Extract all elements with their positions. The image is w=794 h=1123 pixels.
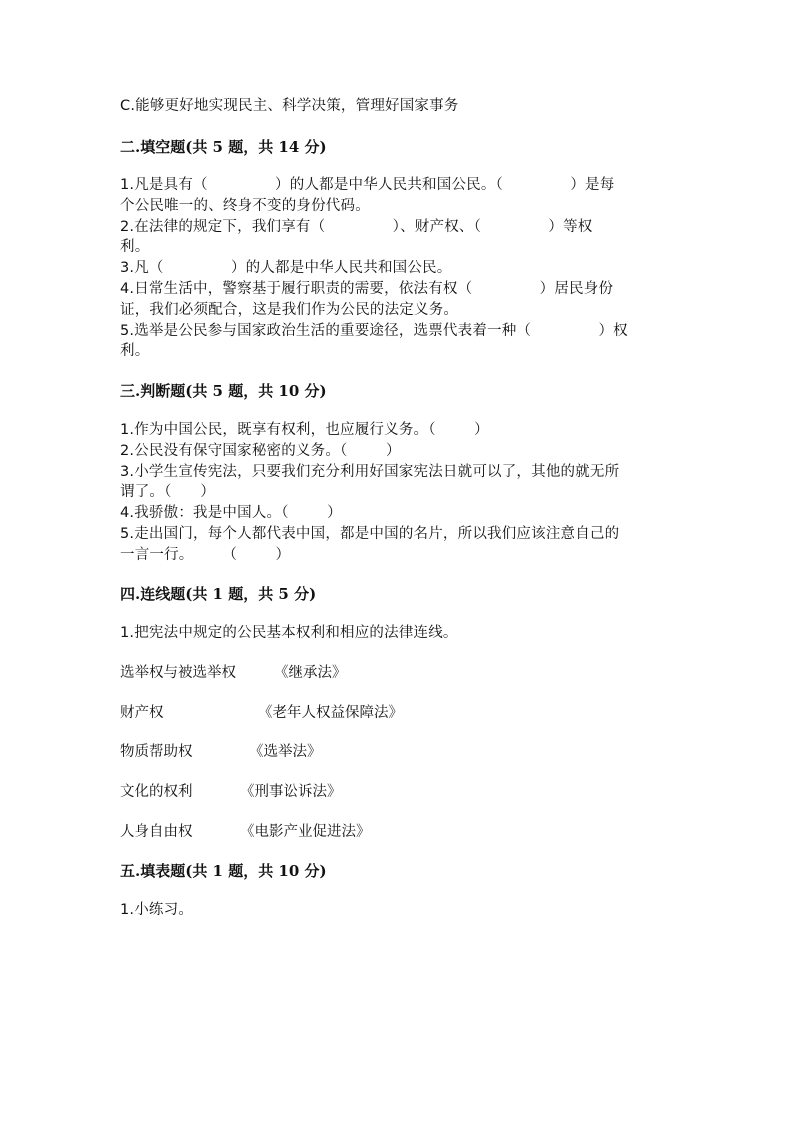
match-left-5: 人身自由权 bbox=[120, 824, 193, 840]
match-right-4: 《刑事讼诉法》 bbox=[240, 784, 342, 800]
section-5-question: 1.小练习。 bbox=[120, 902, 194, 918]
match-right-5: 《电影产业促进法》 bbox=[240, 824, 371, 840]
section-2-line-9: 利。 bbox=[120, 343, 150, 359]
section-3-line-4: 谓了。（ ） bbox=[120, 484, 216, 500]
section-2-line-4: 利。 bbox=[120, 239, 150, 255]
section-2-line-1: 1.凡是具有（ ）的人都是中华人民共和国公民。（ ）是每 bbox=[120, 177, 615, 193]
section-3-line-6: 5.走出国门，每个人都代表中国，都是中国的名片，所以我们应该注意自己的 bbox=[120, 526, 620, 542]
section-3-line-5: 4.我骄傲：我是中国人。（ ） bbox=[120, 505, 342, 521]
match-left-4: 文化的权利 bbox=[120, 784, 193, 800]
section-3-heading: 三.判断题(共 5 题，共 10 分) bbox=[120, 382, 327, 400]
match-left-1: 选举权与被选举权 bbox=[120, 665, 236, 681]
section-2-line-7: 证，我们必须配合，这是我们作为公民的法定义务。 bbox=[120, 302, 459, 318]
match-left-3: 物质帮助权 bbox=[120, 744, 193, 760]
section-3-line-3: 3.小学生宣传宪法，只要我们充分利用好国家宪法日就可以了，其他的就无所 bbox=[120, 464, 620, 480]
section-2-line-6: 4.日常生活中，警察基于履行职责的需要，依法有权（ ）居民身份 bbox=[120, 281, 614, 297]
option-c-line: C.能够更好地实现民主、科学决策，管理好国家事务 bbox=[120, 98, 459, 114]
match-right-2: 《老年人权益保障法》 bbox=[258, 705, 403, 721]
section-2-line-3: 2.在法律的规定下，我们享有（ ）、财产权、（ ）等权 bbox=[120, 219, 593, 235]
section-2-line-5: 3.凡（ ）的人都是中华人民共和国公民。 bbox=[120, 260, 452, 276]
match-right-1: 《继承法》 bbox=[274, 665, 347, 681]
section-5-heading: 五.填表题(共 1 题，共 10 分) bbox=[120, 862, 327, 880]
section-3-line-2: 2.公民没有保守国家秘密的义务。（ ） bbox=[120, 443, 401, 459]
section-3-line-7: 一言一行。 （ ） bbox=[120, 547, 291, 563]
section-4-question: 1.把宪法中规定的公民基本权利和相应的法律连线。 bbox=[120, 625, 458, 641]
match-left-2: 财产权 bbox=[120, 705, 164, 721]
section-3-line-1: 1.作为中国公民，既享有权利，也应履行义务。（ ） bbox=[120, 422, 489, 438]
section-2-line-2: 个公民唯一的、终身不变的身份代码。 bbox=[120, 198, 370, 214]
section-2-line-8: 5.选举是公民参与国家政治生活的重要途径，选票代表着一种（ ）权 bbox=[120, 323, 628, 339]
match-right-3: 《选举法》 bbox=[249, 744, 322, 760]
section-4-heading: 四.连线题(共 1 题，共 5 分) bbox=[120, 585, 317, 603]
section-2-heading: 二.填空题(共 5 题，共 14 分) bbox=[120, 138, 327, 156]
